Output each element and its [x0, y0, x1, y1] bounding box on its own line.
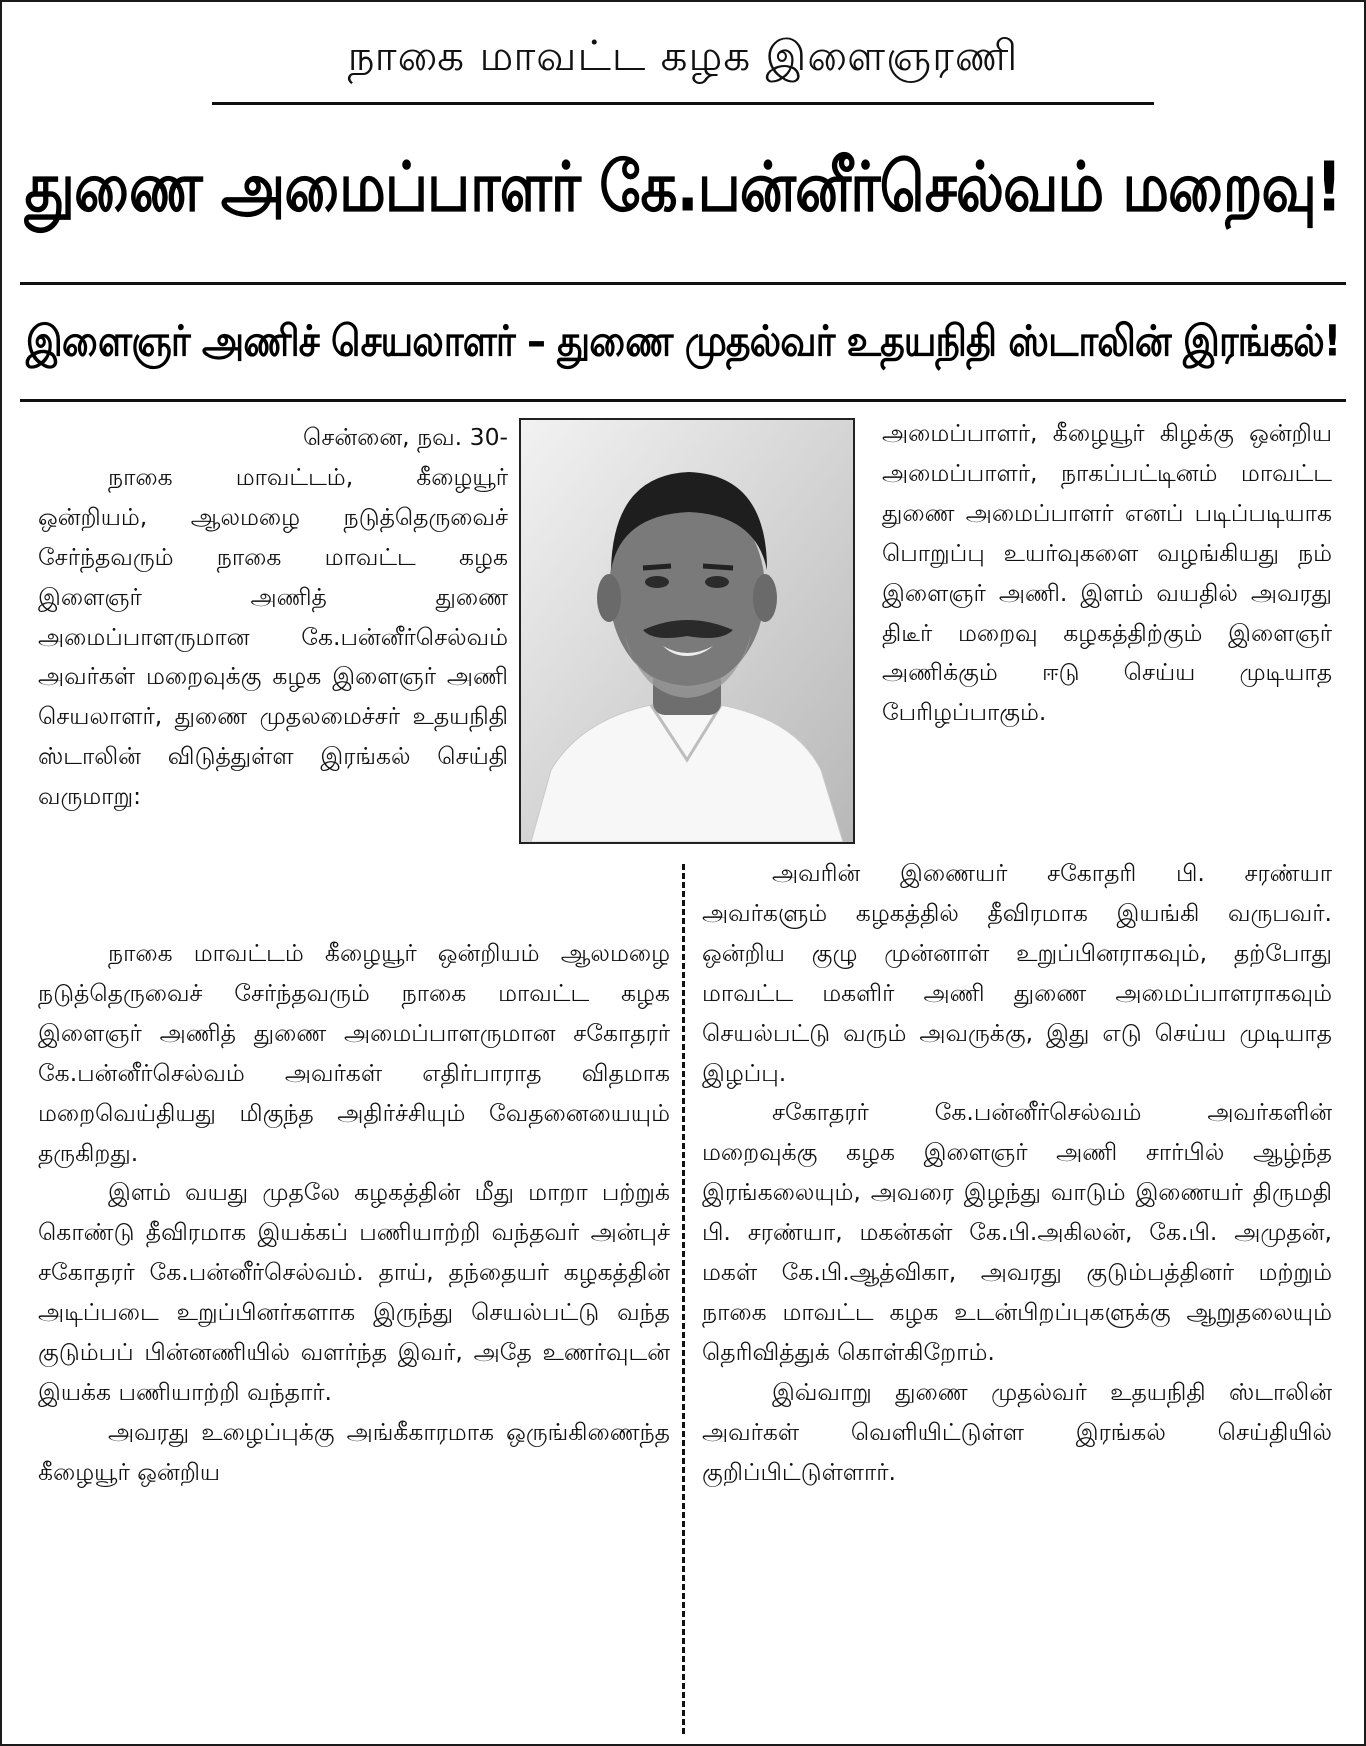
article-paragraph: அமைப்பாளர், கீழையூர் கிழக்கு ஒன்றிய அமைப்பாளர், நாகப்பட்டினம் மாவட்ட துணை அமைப்பாளர் எனப் படிப்படியாக பொறுப்பு உயர்வுகளை வழங்கியது நம் இளைஞர் அணி. இளம் வயதில் அவரது திடீர் மறைவு கழகத்திற்கும் இளைஞர் அணிக்கும் ஈடு செய்ய முடியாத பேரிழப்பாகும். — [882, 419, 1332, 727]
subheadline: இளைஞர் அணிச் செயலாளர் – துணை முதல்வர் உதயநிதி ஸ்டாலின் இரங்கல்! — [25, 316, 1341, 366]
dateline: சென்னை, நவ. 30- — [303, 423, 508, 451]
article-paragraph: நாகை மாவட்டம், கீழையூர் ஒன்றியம், ஆலமழை நடுத்தெருவைச் சேர்ந்தவரும் நாகை மாவட்ட கழக இளைஞர் அணித் துணை அமைப்பாளருமான கே.பன்னீர்செல்வம் அவர்கள் மறைவுக்கு கழக இளைஞர் அணி செயலாளர், துணை முதலமைச்சர் உதயநிதி ஸ்டாலின் விடுத்துள்ள இரங்கல் செய்தி வருமாறு: — [38, 462, 508, 811]
article-paragraph: நாகை மாவட்டம் கீழையூர் ஒன்றியம் ஆலமழை நடுத்தெருவைச் சேர்ந்தவரும் நாகை மாவட்ட கழக இளைஞர் அணித் துணை அமைப்பாளருமான சகோதரர் கே.பன்னீர்செல்வம் அவர்கள் எதிர்பாராத விதமாக மறைவெய்தியது மிகுந்த அதிர்ச்சியும் வேதனையையும் தருகிறது. — [38, 939, 670, 1167]
headline-divider — [20, 282, 1346, 285]
portrait-photo — [519, 418, 855, 844]
article-column-left-bottom — [38, 934, 670, 1493]
article-column-right-bottom — [702, 854, 1332, 1493]
article-paragraph: இளம் வயது முதலே கழகத்தின் மீது மாறா பற்றுக் கொண்டு தீவிரமாக இயக்கப் பணியாற்றி வந்தவர் அன்புச் சகோதரர் கே.பன்னீர்செல்வம். தாய், தந்தையர் கழகத்தின் அடிப்படை உறுப்பினர்களாக இருந்து செயல்பட்டு வந்த குடும்பப் பின்னணியில் வளர்ந்த இவர், அதே உணர்வுடன் இயக்க பணியாற்றி வந்தார். — [38, 1178, 670, 1406]
column-divider — [682, 864, 685, 1734]
article-paragraph: அவரது உழைப்புக்கு அங்கீகாரமாக ஒருங்கிணைந்த கீழையூர் ஒன்றிய — [38, 1417, 670, 1486]
article-column-left-top — [38, 418, 508, 817]
portrait-photo-icon — [521, 420, 853, 842]
title-underline — [212, 102, 1154, 105]
article-paragraph: சகோதரர் கே.பன்னீர்செல்வம் அவர்களின் மறைவுக்கு கழக இளைஞர் அணி சார்பில் ஆழ்ந்த இரங்கலையும், அவரை இழந்து வாடும் இணையர் திருமதி பி. சரண்யா, மகன்கள் கே.பி.அகிலன், கே.பி. அமுதன், மகள் கே.பி.ஆத்விகா, அவரது குடும்பத்தினர் மற்றும் நாகை மாவட்ட கழக உடன்பிறப்புகளுக்கு ஆறுதலையும் தெரிவித்துக் கொள்கிறோம். — [702, 1098, 1332, 1366]
headline: துணை அமைப்பாளர் கே.பன்னீர்செல்வம் மறைவு! — [24, 146, 1342, 228]
article-paragraph: அவரின் இணையர் சகோதரி பி. சரண்யா அவர்களும் கழகத்தில் தீவிரமாக இயங்கி வருபவர். ஒன்றிய குழு முன்னாள் உறுப்பினராகவும், தற்போது மாவட்ட மகளிர் அணி துணை அமைப்பாளராகவும் செயல்பட்டு வரும் அவருக்கு, இது எடு செய்ய முடியாத இழப்பு. — [702, 859, 1332, 1087]
subheadline-divider — [20, 399, 1346, 402]
section-title: நாகை மாவட்ட கழக இளைஞரணி — [347, 31, 1019, 80]
article-paragraph: இவ்வாறு துணை முதல்வர் உதயநிதி ஸ்டாலின் அவர்கள் வெளியிட்டுள்ள இரங்கல் செய்தியில் குறிப்பிட்டுள்ளார். — [702, 1377, 1332, 1486]
article-column-right-top — [882, 414, 1332, 733]
